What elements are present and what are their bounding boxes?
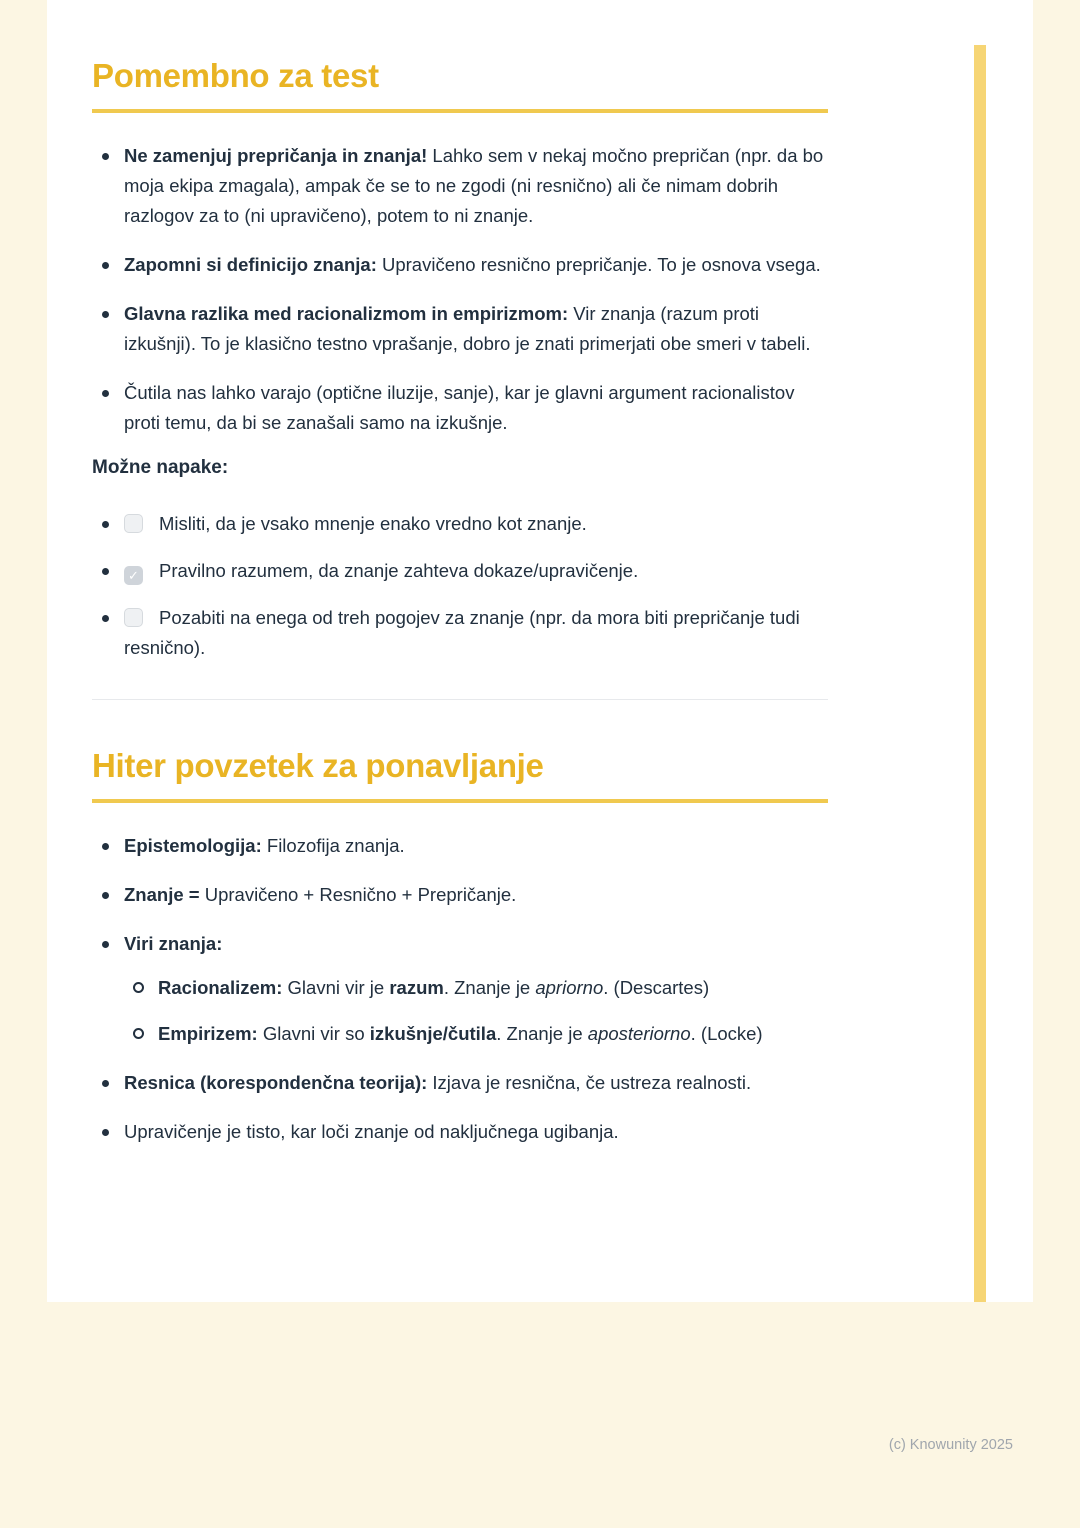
mistake-text: Pravilno razumem, da znanje zahteva dokaze/upravičenje. <box>159 560 639 581</box>
bullet-lead: Glavna razlika med racionalizmom in empirizmom: <box>124 303 569 324</box>
checkbox-unchecked-1[interactable] <box>124 514 143 533</box>
sources-of-knowledge-sublist <box>124 973 828 1049</box>
footer-credit: (c) Knowunity 2025 <box>888 1437 1013 1453</box>
mistake-item <box>92 509 828 539</box>
bullet-text: Lahko sem v nekaj močno prepričan (npr. da bo moja ekipa zmagala), ampak če se to ne zgodi (ni resnično) ali če nimam dobrih razlogov za to (ni upravičeno), potem to ni znanje. <box>124 145 824 226</box>
mistake-text: Misliti, da je vsako mnenje enako vredno kot znanje. <box>159 513 587 534</box>
checkbox-checked-2[interactable] <box>124 566 143 585</box>
summary-bullet-list <box>92 831 828 1147</box>
bullet-lead: Epistemologija: <box>124 835 262 856</box>
bullet-lead: Zapomni si definicijo znanja: <box>124 254 377 275</box>
mistake-item <box>92 603 828 663</box>
sub-bullet-bold: razum <box>389 977 444 998</box>
section-quick-summary <box>92 746 828 1147</box>
checkbox-unchecked-3[interactable] <box>124 608 143 627</box>
sub-bullet-italic: apriorno <box>535 977 604 998</box>
bullet-text: Vir znanja (razum proti izkušnji). To je klasično testno vprašanje, dobro je znati primerjati obe smeri v tabeli. <box>124 303 811 354</box>
sub-bullet-bold: izkušnje/čutila <box>369 1023 497 1044</box>
bullet-text: Izjava je resnična, če ustreza realnosti. <box>427 1072 752 1093</box>
section-important-for-test <box>92 56 828 663</box>
sub-bullet-text: . Znanje je <box>496 1023 588 1044</box>
bullet-item <box>92 141 828 231</box>
bullet-lead: Ne zamenjuj prepričanja in znanja! <box>124 145 428 166</box>
important-bullet-list <box>92 141 828 438</box>
bullet-item <box>92 929 828 1049</box>
section-title-summary: Hiter povzetek za ponavljanje <box>92 746 828 803</box>
sub-bullet-lead: Empirizem: <box>158 1023 258 1044</box>
bullet-text: Filozofija znanja. <box>261 835 405 856</box>
sub-bullet-text: . (Locke) <box>690 1023 763 1044</box>
sub-bullet-italic: aposteriorno <box>587 1023 691 1044</box>
check-icon: ✓ <box>128 568 139 583</box>
bullet-text: Upravičeno resnično prepričanje. To je osnova vsega. <box>376 254 821 275</box>
right-accent-stripe <box>974 45 986 1302</box>
sub-bullet-lead: Racionalizem: <box>158 977 283 998</box>
bullet-item <box>92 378 828 438</box>
sub-bullet-text: . Znanje je <box>443 977 536 998</box>
bullet-text: Upravičeno + Resnično + Prepričanje. <box>199 884 517 905</box>
bullet-text: Upravičenje je tisto, kar loči znanje od naključnega ugibanja. <box>124 1121 619 1142</box>
bullet-item <box>92 250 828 280</box>
bullet-lead: Znanje = <box>124 884 200 905</box>
document-card <box>47 0 1033 1302</box>
sub-bullet-text: Glavni vir so <box>257 1023 370 1044</box>
bullet-text: Čutila nas lahko varajo (optične iluzije, sanje), kar je glavni argument racionalistov proti temu, da bi se zanašali samo na izkušnje. <box>124 382 795 433</box>
sub-bullet-text: . (Descartes) <box>603 977 710 998</box>
sub-bullet-item <box>124 973 828 1003</box>
bullet-lead: Viri znanja: <box>124 933 223 954</box>
bullet-item <box>92 831 828 861</box>
document-content <box>47 0 828 1147</box>
section-title-important: Pomembno za test <box>92 56 828 113</box>
mistakes-checklist <box>92 509 828 663</box>
bullet-item <box>92 1117 828 1147</box>
bullet-item <box>92 1068 828 1098</box>
section-divider <box>92 699 828 700</box>
sub-bullet-text: Glavni vir je <box>282 977 390 998</box>
bullet-item <box>92 299 828 359</box>
bullet-item <box>92 880 828 910</box>
mistake-text: Pozabiti na enega od treh pogojev za znanje (npr. da mora biti prepričanje tudi resnično). <box>124 607 800 658</box>
sub-bullet-item <box>124 1019 828 1049</box>
bullet-lead: Resnica (korespondenčna teorija): <box>124 1072 428 1093</box>
mistake-item <box>92 556 828 586</box>
mistakes-heading: Možne napake: <box>92 457 229 478</box>
